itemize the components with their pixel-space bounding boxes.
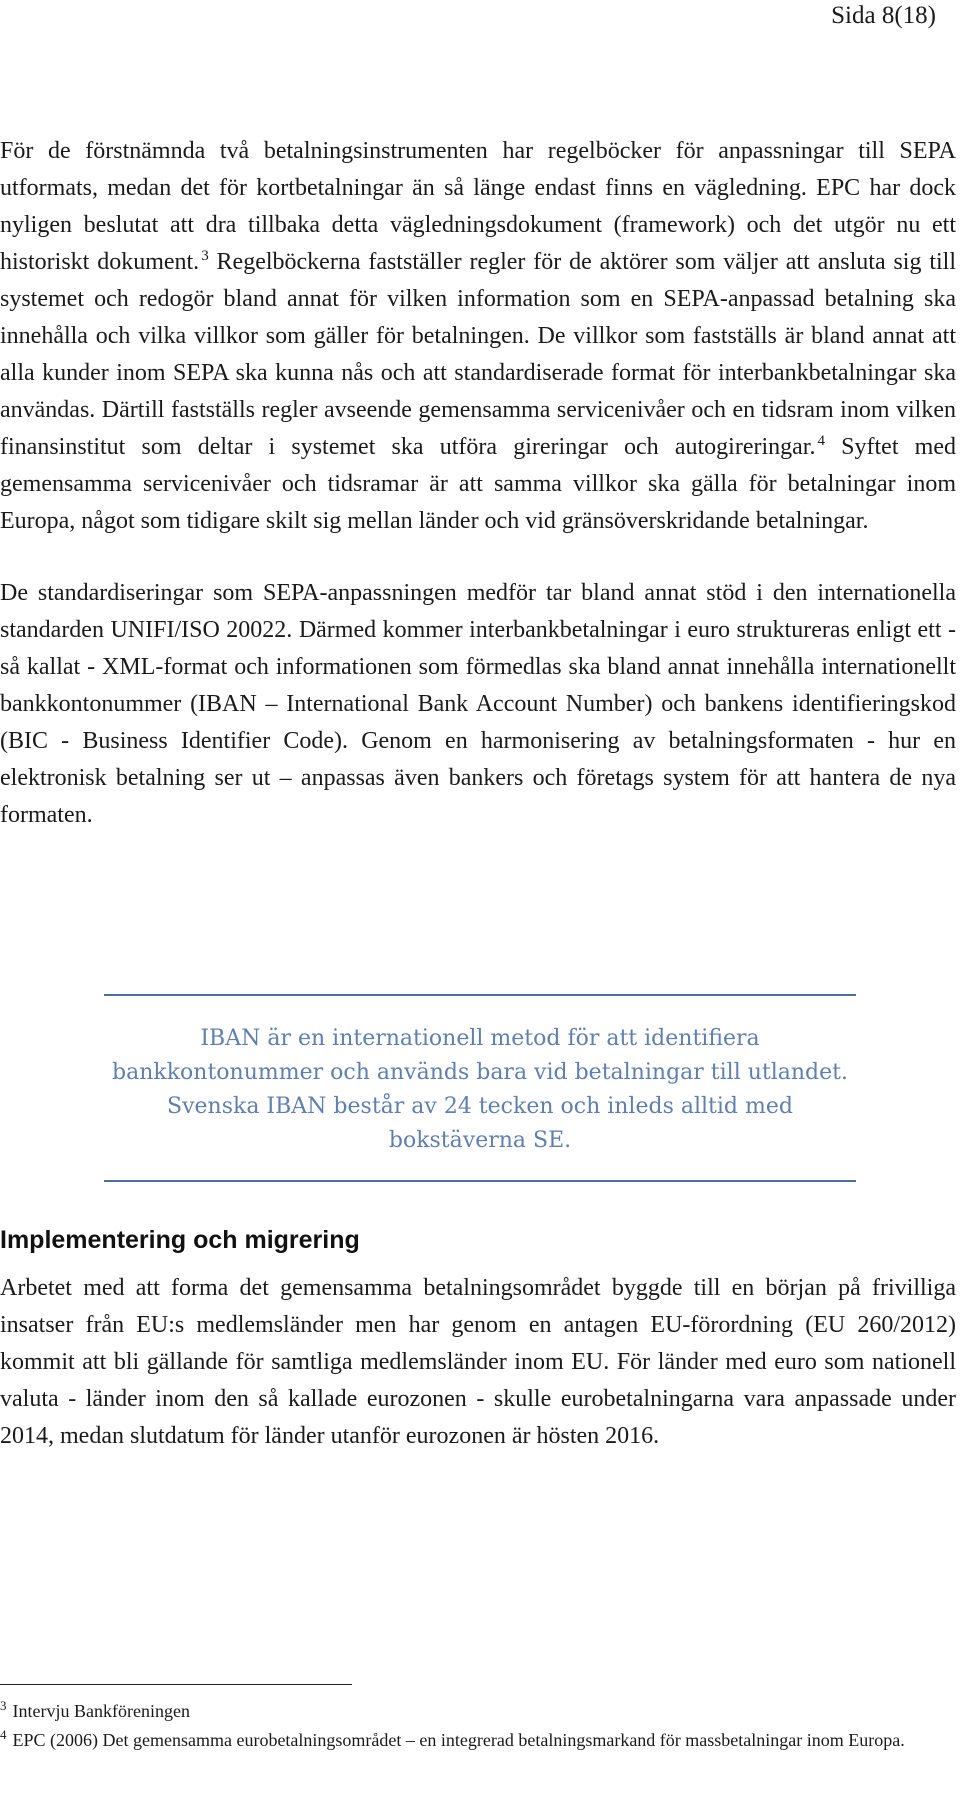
paragraph-1-text-a: För de förstnämnda två betalningsinstrumenten har regelböcker för anpassningar till SEPA utformats, medan det för kortbetalningar än så länge endast finns en vägledning. EPC har dock nyligen beslutat att dra tillbaka detta vägledningsdokument (framework) och det utgör nu ett historiskt dokument. xyxy=(0,138,956,275)
section-implementering xyxy=(0,1222,956,1455)
page-number: Sida 8(18) xyxy=(831,2,936,29)
iban-callout-box xyxy=(104,994,856,1182)
footnote-reference-4[interactable]: 4 xyxy=(817,433,825,449)
footnote-text: Intervju Bankföreningen xyxy=(12,1701,190,1721)
paragraph-1-text-b: Regelböckerna fastställer regler för de aktörer som väljer att ansluta sig till systemet och redogör bland annat för vilken information som en SEPA-anpassad betalning ska innehålla och vilka villkor som gäller för betalningen. De villkor som fastställs är bland annat att alla kunder inom SEPA ska kunna nås och att standardiserade format för interbankbetalningar ska användas. Därtill fastställs regler avseende gemensamma servicenivåer och en tidsram inom vilken finansinstitut som deltar i systemet ska utföra gireringar och autogireringar. xyxy=(0,249,956,460)
body-content xyxy=(0,133,956,834)
section-heading: Implementering och migrering xyxy=(0,1226,360,1254)
footnote-text: EPC (2006) Det gemensamma eurobetalningsområdet – en integrerad betalningsmarkand för massbetalningar inom Europa. xyxy=(12,1730,905,1750)
body-paragraph-2: De standardiseringar som SEPA-anpassningen medför tar bland annat stöd i den internationella standarden UNIFI/ISO 20022. Därmed kommer interbankbetalningar i euro struktureras enligt ett - så kallat - XML-format och informationen som förmedlas ska bland annat innehålla internationellt bankkontonummer (IBAN – International Bank Account Number) och bankens identifieringskod (BIC - Business Identifier Code). Genom en harmonisering av betalningsformaten - hur en elektronisk betalning ser ut – anpassas även bankers och företags system för att hantera de nya formaten. xyxy=(0,580,956,828)
callout-bottom-rule xyxy=(104,1180,856,1182)
footnote-3 xyxy=(0,1697,960,1726)
footnote-separator xyxy=(0,1684,352,1685)
callout-text: IBAN är en internationell metod för att identifiera bankkontonummer och används bara vid betalningar till utlandet. Svenska IBAN består av 24 tecken och inleds alltid med bokstäverna SE. xyxy=(112,1026,848,1153)
callout-top-rule xyxy=(104,994,856,996)
body-paragraph-1 xyxy=(0,133,956,540)
footnote-reference-3[interactable]: 3 xyxy=(201,248,209,264)
footnote-number: 3 xyxy=(0,1698,7,1713)
section-paragraph: Arbetet med att forma det gemensamma betalningsområdet byggde till en början på frivilliga insatser från EU:s medlemsländer men har genom en antagen EU-förordning (EU 260/2012) kommit att bli gällande för samtliga medlemsländer inom EU. För länder med euro som nationell valuta - länder inom den så kallade eurozonen - skulle eurobetalningarna vara anpassade under 2014, medan slutdatum för länder utanför eurozonen är hösten 2016. xyxy=(0,1275,956,1449)
footnote-number: 4 xyxy=(0,1727,7,1742)
paragraph-1-text-c: Syftet med gemensamma servicenivåer och tidsramar är att samma villkor ska gälla för betalningar inom Europa, något som tidigare skilt sig mellan länder och vid gränsöverskridande betalningar. xyxy=(0,434,957,534)
footnotes xyxy=(0,1684,960,1755)
footnote-4 xyxy=(0,1726,960,1755)
